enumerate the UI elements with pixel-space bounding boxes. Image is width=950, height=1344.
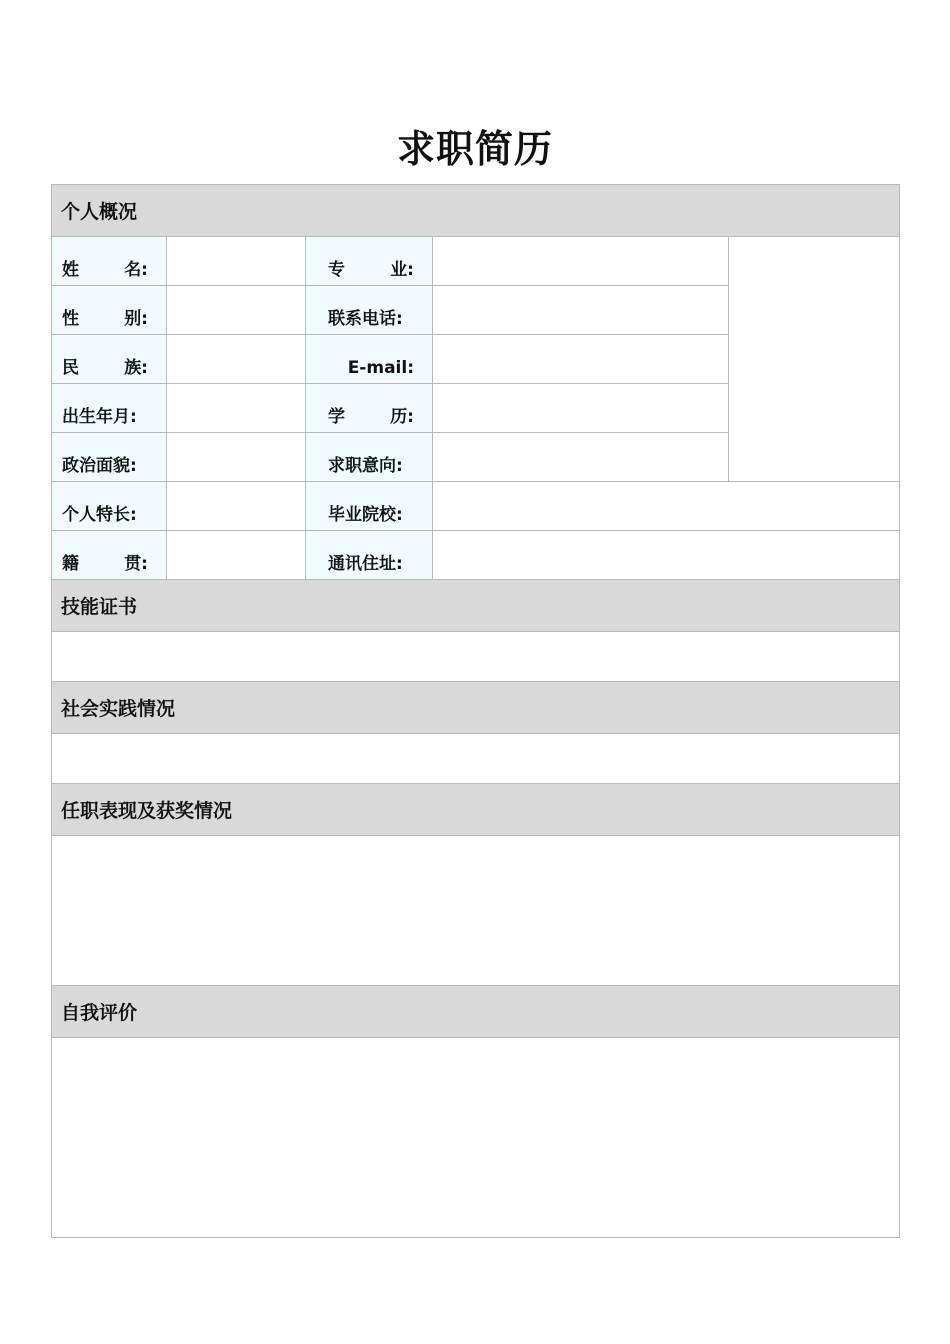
label-political: 政治面貌:: [52, 433, 167, 482]
address-field[interactable]: [433, 531, 900, 580]
label-specialty: 个人特长:: [52, 482, 167, 531]
political-field[interactable]: [167, 433, 306, 482]
school-field[interactable]: [433, 482, 900, 531]
label-major: 专 业:: [306, 237, 433, 286]
phone-field[interactable]: [433, 286, 729, 335]
label-birth: 出生年月:: [52, 384, 167, 433]
label-school: 毕业院校:: [306, 482, 433, 531]
objective-field[interactable]: [433, 433, 729, 482]
label-gender: 性 别:: [52, 286, 167, 335]
label-name: 姓 名:: [52, 237, 167, 286]
section-header-awards: 任职表现及获奖情况: [52, 784, 900, 836]
specialty-field[interactable]: [167, 482, 306, 531]
label-objective: 求职意向:: [306, 433, 433, 482]
label-ethnicity: 民 族:: [52, 335, 167, 384]
self-eval-field[interactable]: [52, 1038, 900, 1238]
section-header-self-eval: 自我评价: [52, 986, 900, 1038]
photo-box[interactable]: [729, 237, 900, 482]
section-header-skills: 技能证书: [52, 580, 900, 632]
section-header-practice: 社会实践情况: [52, 682, 900, 734]
major-field[interactable]: [433, 237, 729, 286]
label-phone: 联系电话:: [306, 286, 433, 335]
name-field[interactable]: [167, 237, 306, 286]
email-field[interactable]: [433, 335, 729, 384]
section-header-personal: 个人概况: [52, 185, 900, 237]
gender-field[interactable]: [167, 286, 306, 335]
label-address: 通讯住址:: [306, 531, 433, 580]
hometown-field[interactable]: [167, 531, 306, 580]
label-email: E-mail:: [306, 335, 433, 384]
skills-field[interactable]: [52, 632, 900, 682]
page-title: 求职简历: [396, 127, 553, 171]
label-education: 学 历:: [306, 384, 433, 433]
ethnicity-field[interactable]: [167, 335, 306, 384]
birth-field[interactable]: [167, 384, 306, 433]
practice-field[interactable]: [52, 734, 900, 784]
education-field[interactable]: [433, 384, 729, 433]
label-hometown: 籍 贯:: [52, 531, 167, 580]
awards-field[interactable]: [52, 836, 900, 986]
resume-table: [51, 184, 900, 1238]
